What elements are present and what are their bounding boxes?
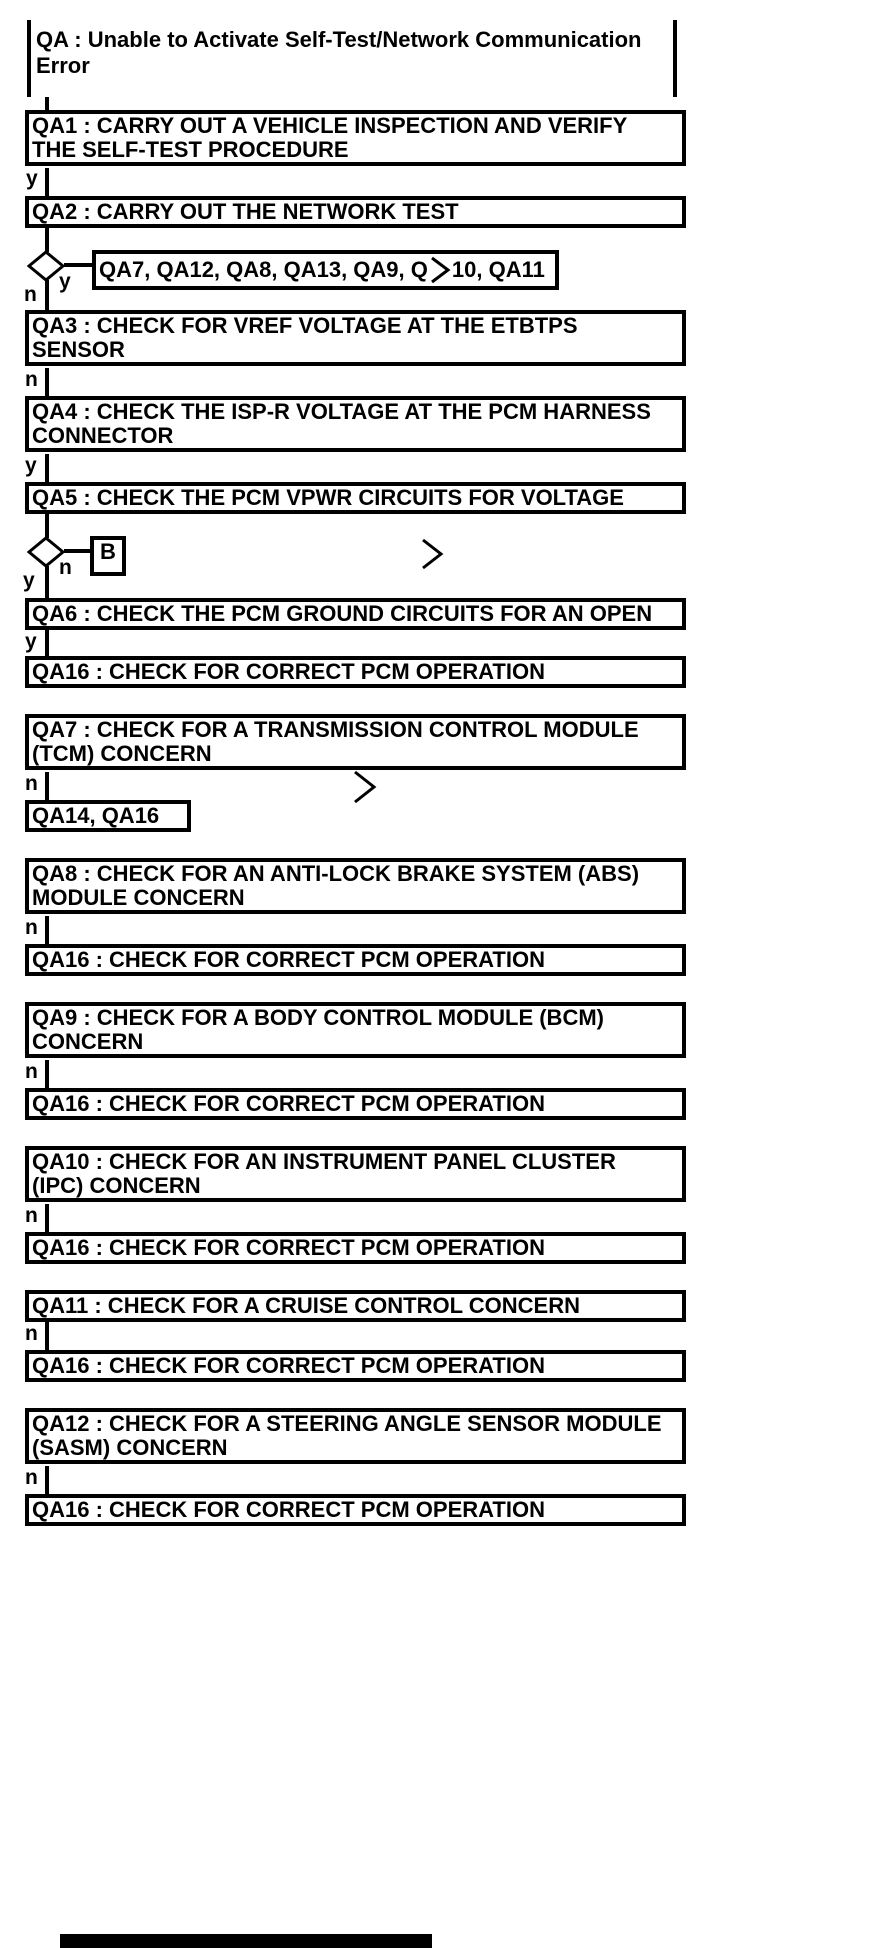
ref-text-part1: QA7, QA12, QA8, QA13, QA9, Q xyxy=(99,257,428,282)
title-line-1: QA : Unable to Activate Self-Test/Network Communication xyxy=(36,27,642,52)
flow-node-qa4 xyxy=(25,396,686,452)
edge-label-yes: y xyxy=(23,569,35,592)
ref-text-part2: 10, QA11 xyxy=(451,257,545,282)
title-line-2: Error xyxy=(36,53,90,78)
flow-connector xyxy=(45,454,49,482)
edge-label-no: n xyxy=(25,772,38,795)
flow-node-qa11 xyxy=(25,1290,686,1322)
flow-node-qa2 xyxy=(25,196,686,228)
edge-label-yes: y xyxy=(26,167,38,190)
flow-connector xyxy=(45,168,49,196)
flow-connector xyxy=(45,1322,49,1350)
flow-node-qa8 xyxy=(25,858,686,914)
flow-node-qa16 xyxy=(25,656,686,688)
node-text: QA9 : CHECK FOR A BODY CONTROL MODULE (BCM) xyxy=(32,1005,604,1030)
node-text: (SASM) CONCERN xyxy=(32,1435,228,1460)
node-text: QA8 : CHECK FOR AN ANTI-LOCK BRAKE SYSTEM (ABS) xyxy=(32,861,640,886)
flow-connector xyxy=(64,549,92,553)
flow-node-qa12 xyxy=(25,1408,686,1464)
edge-label-no: n xyxy=(25,1204,38,1227)
ref-text-b: B xyxy=(100,539,116,564)
flow-connector xyxy=(45,1466,49,1494)
edge-label-no: n xyxy=(59,556,72,579)
flow-node-qa5 xyxy=(25,482,686,514)
flow-node-qa16 xyxy=(25,1088,686,1120)
flow-connector xyxy=(45,630,49,656)
chevron-right-icon xyxy=(419,537,445,571)
node-text: QA10 : CHECK FOR AN INSTRUMENT PANEL CLUSTER xyxy=(32,1149,616,1174)
node-text: QA2 : CARRY OUT THE NETWORK TEST xyxy=(32,199,459,224)
flow-ref-qa14-qa16 xyxy=(25,800,191,832)
node-text: (TCM) CONCERN xyxy=(32,741,212,766)
node-text: QA16 : CHECK FOR CORRECT PCM OPERATION xyxy=(32,659,545,684)
node-text: CONCERN xyxy=(32,1029,144,1054)
edge-label-no: n xyxy=(25,368,38,391)
chevron-right-icon xyxy=(429,256,451,284)
node-text: QA16 : CHECK FOR CORRECT PCM OPERATION xyxy=(32,947,545,972)
flow-node-qa7 xyxy=(25,714,686,770)
flow-node-qa3 xyxy=(25,310,686,366)
node-text: QA12 : CHECK FOR A STEERING ANGLE SENSOR MODULE xyxy=(32,1411,662,1436)
flow-connector xyxy=(45,772,49,800)
flow-ref-b xyxy=(90,536,126,576)
edge-label-no: n xyxy=(25,1060,38,1083)
flow-connector xyxy=(45,566,49,598)
flow-ref-multi xyxy=(92,250,559,290)
flow-connector xyxy=(45,280,49,310)
flow-node-qa1 xyxy=(25,110,686,166)
node-text: QA11 : CHECK FOR A CRUISE CONTROL CONCERN xyxy=(32,1293,581,1318)
flow-node-qa16 xyxy=(25,1494,686,1526)
edge-label-no: n xyxy=(24,283,37,306)
flow-node-qa16 xyxy=(25,944,686,976)
flow-connector xyxy=(45,916,49,944)
node-text: SENSOR xyxy=(32,337,125,362)
flow-node-qa16 xyxy=(25,1350,686,1382)
node-text: QA16 : CHECK FOR CORRECT PCM OPERATION xyxy=(32,1497,545,1522)
flow-connector xyxy=(45,1204,49,1232)
edge-label-no: n xyxy=(25,1466,38,1489)
flow-connector xyxy=(45,1060,49,1088)
ref-text: QA14, QA16 xyxy=(32,803,160,828)
flow-connector xyxy=(45,514,49,538)
node-text: QA3 : CHECK FOR VREF VOLTAGE AT THE ETBTPS xyxy=(32,313,578,338)
chevron-right-icon xyxy=(351,769,378,805)
node-text: QA1 : CARRY OUT A VEHICLE INSPECTION AND VERIFY xyxy=(32,113,628,138)
edge-label-yes: y xyxy=(59,270,71,293)
node-text: QA7 : CHECK FOR A TRANSMISSION CONTROL MODULE xyxy=(32,717,639,742)
flow-connector xyxy=(45,368,49,396)
node-text: QA16 : CHECK FOR CORRECT PCM OPERATION xyxy=(32,1235,545,1260)
flow-connector xyxy=(64,263,92,267)
node-text: QA5 : CHECK THE PCM VPWR CIRCUITS FOR VOLTAGE xyxy=(32,485,624,510)
node-text: (IPC) CONCERN xyxy=(32,1173,201,1198)
edge-label-yes: y xyxy=(25,630,37,653)
node-text: QA6 : CHECK THE PCM GROUND CIRCUITS FOR AN OPEN xyxy=(32,601,653,626)
node-text: QA16 : CHECK FOR CORRECT PCM OPERATION xyxy=(32,1353,545,1378)
flow-node-qa9 xyxy=(25,1002,686,1058)
flow-node-qa10 xyxy=(25,1146,686,1202)
edge-label-yes: y xyxy=(25,454,37,477)
node-text: CONNECTOR xyxy=(32,423,174,448)
flow-node-qa6 xyxy=(25,598,686,630)
bottom-partial-bar xyxy=(60,1934,432,1948)
node-text: MODULE CONCERN xyxy=(32,885,245,910)
flow-connector xyxy=(45,228,49,252)
node-text: THE SELF-TEST PROCEDURE xyxy=(32,137,349,162)
edge-label-no: n xyxy=(25,916,38,939)
node-text: QA4 : CHECK THE ISP-R VOLTAGE AT THE PCM HARNESS xyxy=(32,399,651,424)
flow-node-qa16 xyxy=(25,1232,686,1264)
edge-label-no: n xyxy=(25,1322,38,1345)
flow-title-qa xyxy=(27,20,677,97)
node-text: QA16 : CHECK FOR CORRECT PCM OPERATION xyxy=(32,1091,545,1116)
